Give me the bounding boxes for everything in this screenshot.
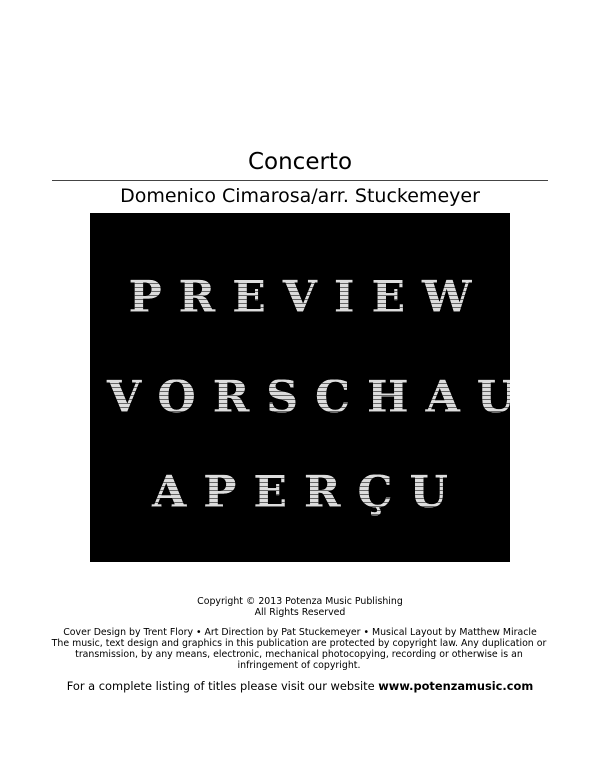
watermark-preview: PREVIEW [90,272,510,323]
composer: Domenico Cimarosa/arr. Stuckemeyer [120,185,480,207]
credits-line: Cover Design by Trent Flory • Art Direction by Pat Stuckemeyer • Musical Layout by Matthew Miracle [63,627,537,638]
watermark-vorschau: VORSCHAU [90,372,510,423]
page-title: Concerto [247,149,353,175]
credits-block [0,627,600,671]
rights-line: All Rights Reserved [254,607,346,618]
title-divider [52,180,548,181]
listing-line [0,681,600,692]
copyright-block [0,596,600,618]
watermark-apercu: APERÇU [90,467,510,518]
listing-text: For a complete listing of titles please visit our website [66,679,379,693]
copyright-line: Copyright © 2013 Potenza Music Publishing [197,596,403,607]
website-link[interactable]: www.potenzamusic.com [378,679,534,693]
preview-watermark-overlay [90,213,533,562]
legal-notice: The music, text design and graphics in this publication are protected by copyright law. Any duplication or transmission, by any means, electronic, mechanical photocopying, recording or otherwise is an infringement of copyright. [51,638,547,671]
